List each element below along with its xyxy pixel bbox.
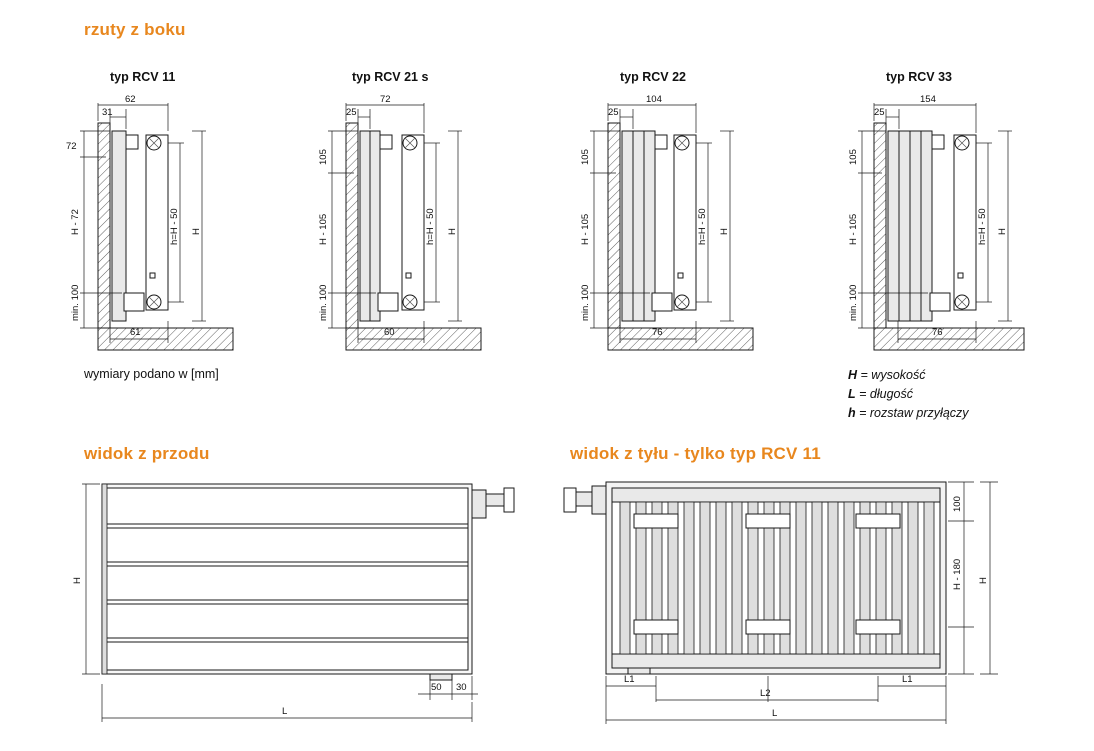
svg-text:h=H - 50: h=H - 50 <box>425 208 436 245</box>
svg-text:L: L <box>282 706 288 717</box>
svg-text:L2: L2 <box>760 688 771 699</box>
side-view-rcv22-drawing <box>578 95 808 375</box>
type-title-rcv11: typ RCV 11 <box>110 70 176 84</box>
svg-text:105: 105 <box>318 149 329 165</box>
svg-text:H - 105: H - 105 <box>848 213 859 245</box>
back-view-drawing <box>556 472 1026 742</box>
legend-symbol-L: L <box>848 387 856 401</box>
type-title-rcv21s: typ RCV 21 s <box>352 70 429 84</box>
legend-symbol-H: H <box>848 368 858 382</box>
svg-text:104: 104 <box>646 95 662 105</box>
side-views-title: rzuty z boku <box>84 20 186 39</box>
svg-text:72: 72 <box>66 141 77 152</box>
svg-text:60: 60 <box>384 327 395 338</box>
svg-text:105: 105 <box>580 149 591 165</box>
svg-text:H: H <box>997 228 1008 235</box>
front-view-drawing <box>60 472 530 742</box>
svg-text:100: 100 <box>952 496 963 512</box>
front-view-title: widok z przodu <box>84 444 210 463</box>
svg-text:H: H <box>978 577 989 584</box>
svg-text:H: H <box>72 577 83 584</box>
side-view-rcv33-drawing <box>846 95 1081 375</box>
svg-text:105: 105 <box>848 149 859 165</box>
svg-text:h=H - 50: h=H - 50 <box>169 208 180 245</box>
legend <box>848 366 969 423</box>
svg-text:H - 105: H - 105 <box>580 213 591 245</box>
legend-row-h-lower <box>848 404 969 423</box>
svg-text:min. 100: min. 100 <box>318 284 329 321</box>
legend-row-h-upper <box>848 366 969 385</box>
svg-text:L: L <box>772 708 778 719</box>
svg-text:61: 61 <box>130 327 141 338</box>
svg-text:25: 25 <box>346 107 357 118</box>
legend-symbol-h: h <box>848 406 856 420</box>
svg-text:min. 100: min. 100 <box>848 284 859 321</box>
svg-text:L1: L1 <box>624 674 635 685</box>
svg-text:62: 62 <box>125 95 136 105</box>
legend-row-l <box>848 385 969 404</box>
units-note: wymiary podano w [mm] <box>84 367 219 381</box>
legend-text-L: = długość <box>859 387 913 401</box>
side-view-rcv21s-drawing <box>310 95 540 375</box>
back-view-title: widok z tyłu - tylko typ RCV 11 <box>570 444 821 463</box>
svg-text:H - 72: H - 72 <box>70 209 81 235</box>
svg-text:H - 105: H - 105 <box>318 213 329 245</box>
svg-text:min. 100: min. 100 <box>580 284 591 321</box>
svg-text:30: 30 <box>456 682 467 693</box>
side-view-rcv11-drawing <box>62 95 292 375</box>
svg-text:h=H - 50: h=H - 50 <box>697 208 708 245</box>
type-title-rcv33: typ RCV 33 <box>886 70 952 84</box>
svg-text:76: 76 <box>652 327 663 338</box>
svg-text:H: H <box>191 228 202 235</box>
svg-text:50: 50 <box>431 682 442 693</box>
legend-text-h: = rozstaw przyłączy <box>859 406 969 420</box>
svg-text:H: H <box>719 228 730 235</box>
svg-text:72: 72 <box>380 95 391 105</box>
svg-text:154: 154 <box>920 95 936 105</box>
svg-text:25: 25 <box>608 107 619 118</box>
svg-text:L1: L1 <box>902 674 913 685</box>
type-title-rcv22: typ RCV 22 <box>620 70 686 84</box>
svg-text:h=H - 50: h=H - 50 <box>977 208 988 245</box>
svg-text:H - 180: H - 180 <box>952 558 963 590</box>
svg-text:76: 76 <box>932 327 943 338</box>
svg-text:H: H <box>447 228 458 235</box>
svg-text:31: 31 <box>102 107 113 118</box>
svg-text:min. 100: min. 100 <box>70 284 81 321</box>
legend-text-H: = wysokość <box>860 368 926 382</box>
svg-text:25: 25 <box>874 107 885 118</box>
